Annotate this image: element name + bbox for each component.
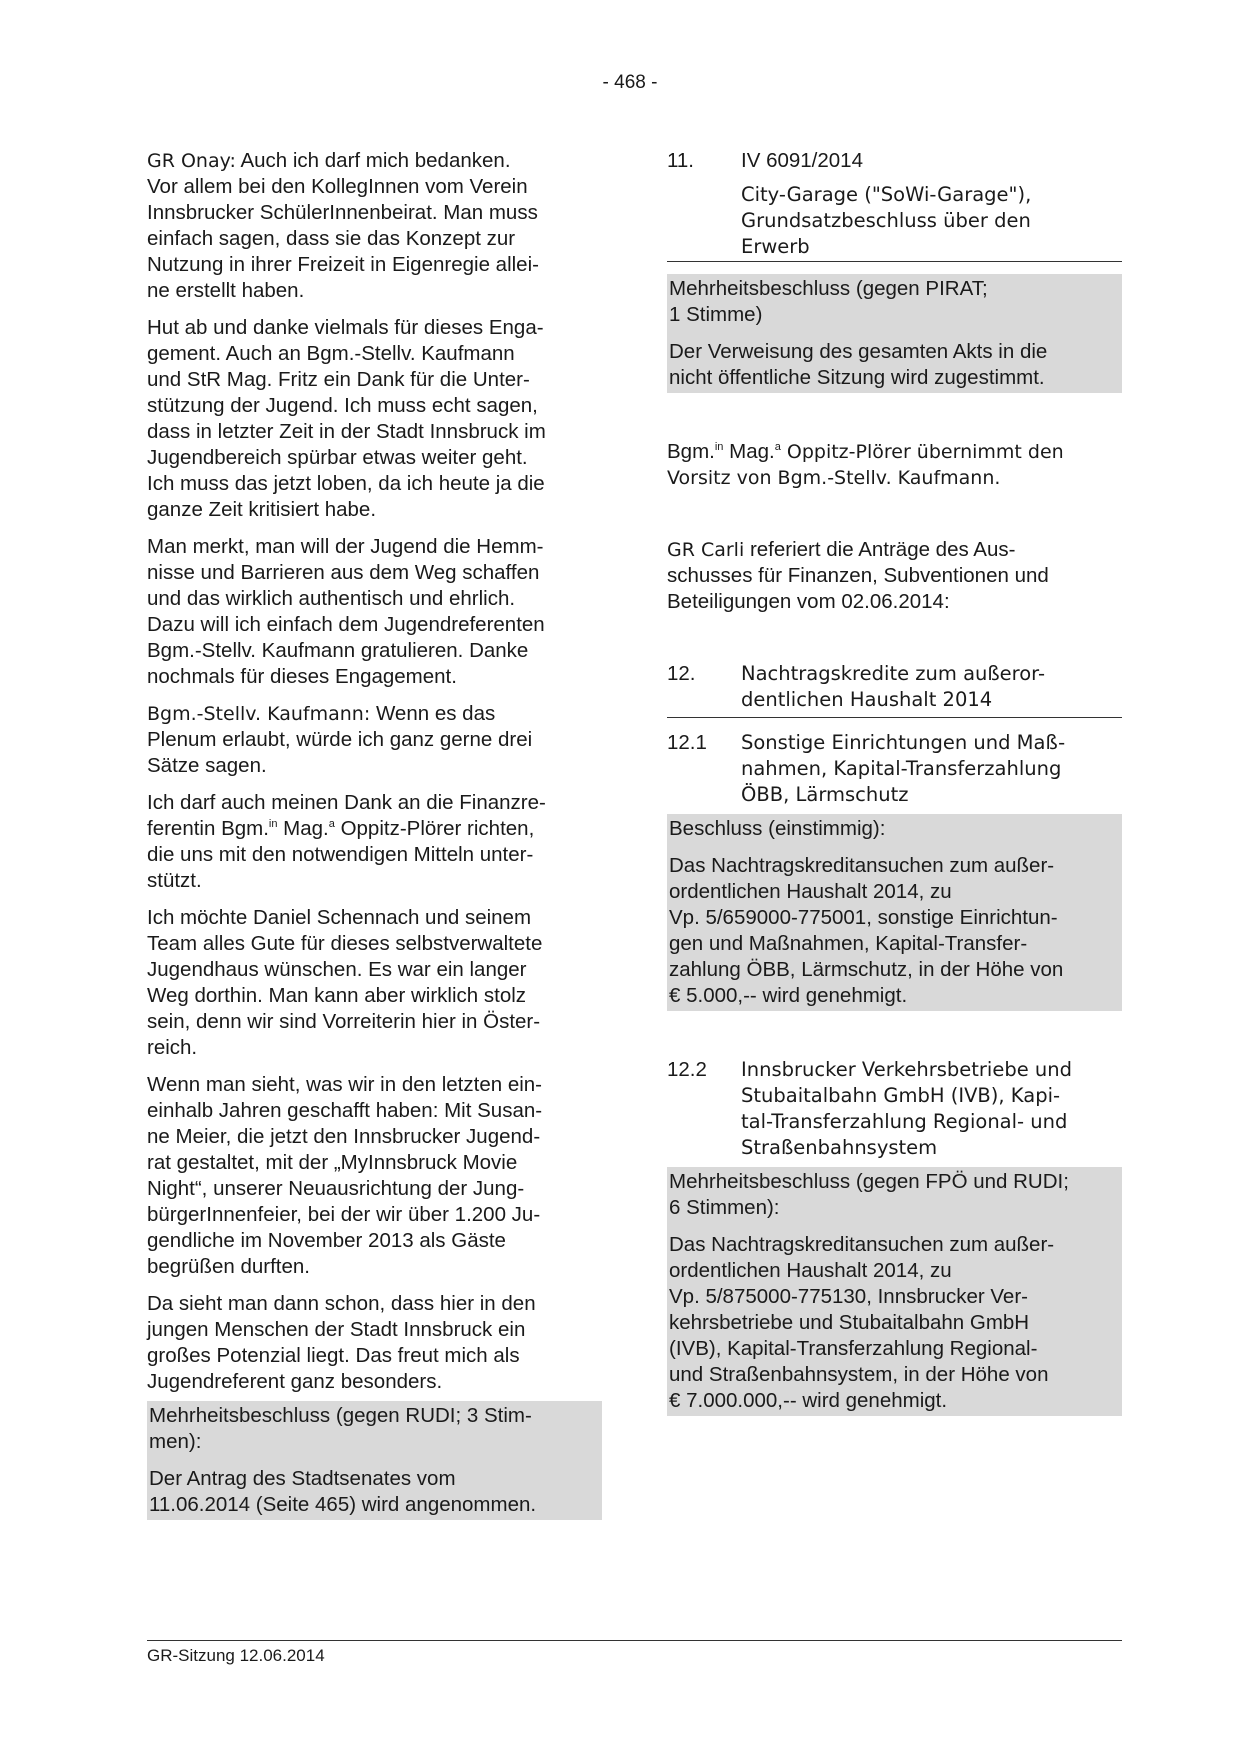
paragraph-kaufmann: [147, 701, 602, 779]
item-title: Innsbrucker Verkehrsbetriebe und Stubaitalbahn GmbH (IVB), Kapi- tal-Transferzahlung Regional- und Straßenbahnsystem: [741, 1058, 1073, 1159]
paragraph-text: Auch ich darf mich bedanken. Vor allem bei den KollegInnen vom Verein Innsbrucker SchülerInnenbeirat. Man muss einfach sagen, dass sie das Konzept zur Nutzung in ihrer Freizeit in Eigenregie allei- ne erstellt haben.: [147, 149, 539, 302]
speaker-name: Bgm.-Stellv. Kaufmann:: [147, 703, 371, 725]
resolution-box: [667, 814, 1122, 1011]
chair-change: [667, 439, 1122, 491]
vote-result: Mehrheitsbeschluss (gegen FPÖ und RUDI; 6 Stimmen):: [669, 1170, 1069, 1219]
agenda-item-12-2: [667, 1057, 1122, 1161]
resolution-text: Das Nachtragskreditansuchen zum außer- ordentlichen Haushalt 2014, zu Vp. 5/659000-775001, sonstige Einrichtun- gen und Maßnahmen, Kapital-Transfer- zahlung ÖBB, Lärmschutz, in der Höhe von € 5.000,-- wird genehmigt.: [669, 854, 1064, 1007]
paragraph-carli: [667, 537, 1122, 615]
paragraph-text: Oppitz-Plörer richten, die uns mit den notwendigen Mitteln unter- stützt.: [147, 817, 535, 892]
footer-text: GR-Sitzung 12.06.2014: [147, 1646, 325, 1665]
paragraph-onay: [147, 148, 602, 304]
vote-result: Mehrheitsbeschluss (gegen PIRAT; 1 Stimme): [669, 277, 988, 326]
paragraph: [147, 790, 602, 894]
right-column: [667, 148, 1122, 1416]
paragraph: Man merkt, man will der Jugend die Hemm- nisse und Barrieren aus dem Weg schaffen und das wirklich authentisch und ehrlich. Dazu will ich einfach dem Jugendreferenten Bgm.-Stellv. Kaufmann gratulieren. Danke nochmals für dieses Engagement.: [147, 535, 545, 688]
agenda-item-body: [667, 182, 1122, 260]
paragraph-text: referiert die Anträge des Aus- schusses für Finanzen, Subventionen und Beteiligungen vom 02.06.2014:: [667, 538, 1049, 613]
agenda-item-12-1: [667, 730, 1122, 808]
vote-result: Beschluss (einstimmig):: [669, 817, 886, 840]
item-number: 12.1: [667, 731, 707, 754]
item-title: Sonstige Einrichtungen und Maß- nahmen, Kapital-Transferzahlung ÖBB, Lärmschutz: [741, 731, 1066, 806]
speaker-name: GR Onay:: [147, 150, 236, 172]
superscript: a: [774, 441, 781, 454]
agenda-item-12: [667, 661, 1122, 718]
paragraph: Hut ab und danke vielmals für dieses Enga- gement. Auch an Bgm.-Stellv. Kaufmann und StR Mag. Fritz ein Dank für die Unter- stützung der Jugend. Ich muss echt sagen, dass in letzter Zeit in der Stadt Innsbruck im Jugendbereich spürbar etwas weiter geht. Ich muss das jetzt loben, da ich heute ja die ganze Zeit kritisiert habe.: [147, 316, 546, 521]
speaker-name: GR Carli: [667, 539, 745, 561]
paragraph-text: Ich darf auch meinen Dank an die Finanzre- ferentin Bgm.: [147, 791, 546, 840]
agenda-item-11: [667, 148, 1122, 262]
superscript: a: [328, 818, 335, 831]
paragraph-text: Mag.: [723, 440, 775, 463]
paragraph-text: Mag.: [277, 817, 329, 840]
resolution-box: [147, 1401, 602, 1520]
resolution-box: [667, 274, 1122, 393]
vote-result: Mehrheitsbeschluss (gegen RUDI; 3 Stim- men):: [149, 1404, 532, 1453]
superscript: in: [268, 818, 278, 831]
item-code: IV 6091/2014: [741, 149, 863, 172]
left-column: [147, 148, 602, 1520]
resolution-text: Das Nachtragskreditansuchen zum außer- ordentlichen Haushalt 2014, zu Vp. 5/875000-775130, Innsbrucker Ver- kehrsbetriebe und Stubaitalbahn GmbH (IVB), Kapital-Transferzahlung Regional- und Straßenbahnsystem, in der Höhe von € 7.000.000,-- wird genehmigt.: [669, 1233, 1055, 1412]
agenda-item-header: [667, 661, 1122, 713]
item-indent: [667, 182, 741, 260]
paragraph: Ich möchte Daniel Schennach und seinem Team alles Gute für dieses selbstverwaltete Jugendhaus wünschen. Es war ein langer Weg dorthin. Man kann aber wirklich stolz sein, denn wir sind Vorreiterin hier in Öster- reich.: [147, 906, 543, 1059]
paragraph-text: Oppitz-Plörer übernimmt den Vorsitz von Bgm.-Stellv. Kaufmann.: [667, 441, 1064, 489]
resolution-box: [667, 1167, 1122, 1416]
resolution-text: Der Verweisung des gesamten Akts in die nicht öffentliche Sitzung wird zugestimmt.: [669, 340, 1048, 389]
resolution-text: Der Antrag des Stadtsenates vom 11.06.2014 (Seite 465) wird angenommen.: [149, 1467, 537, 1516]
paragraph-text: Bgm.: [667, 440, 715, 463]
page-number: - 468 -: [602, 72, 658, 93]
agenda-item-header: [667, 148, 1122, 174]
paragraph-text: Wenn es das Plenum erlaubt, würde ich ganz gerne drei Sätze sagen.: [147, 702, 533, 777]
paragraph: Wenn man sieht, was wir in den letzten ein- einhalb Jahren geschafft haben: Mit Susan- ne Meier, die jetzt den Innsbrucker Jugend- rat gestaltet, mit der „MyInnsbruck Movie Night“, unserer Neuausrichtung der Jung- bürgerInnenfeier, bei der wir über 1.200 Ju- gendliche im November 2013 als Gäste begrüßen durften.: [147, 1073, 543, 1278]
item-title: City-Garage ("SoWi-Garage"), Grundsatzbeschluss über den Erwerb: [741, 183, 1032, 258]
paragraph: Da sieht man dann schon, dass hier in den jungen Menschen der Stadt Innsbruck ein großes Potenzial liegt. Das freut mich als Jugendreferent ganz besonders.: [147, 1292, 536, 1393]
item-number: 11.: [667, 149, 694, 172]
item-number: 12.: [667, 662, 696, 685]
item-number: 12.2: [667, 1058, 707, 1081]
superscript: in: [714, 441, 724, 454]
footer-rule: [147, 1640, 1122, 1641]
item-title: Nachtragskredite zum außeror- dentlichen Haushalt 2014: [741, 662, 1045, 711]
